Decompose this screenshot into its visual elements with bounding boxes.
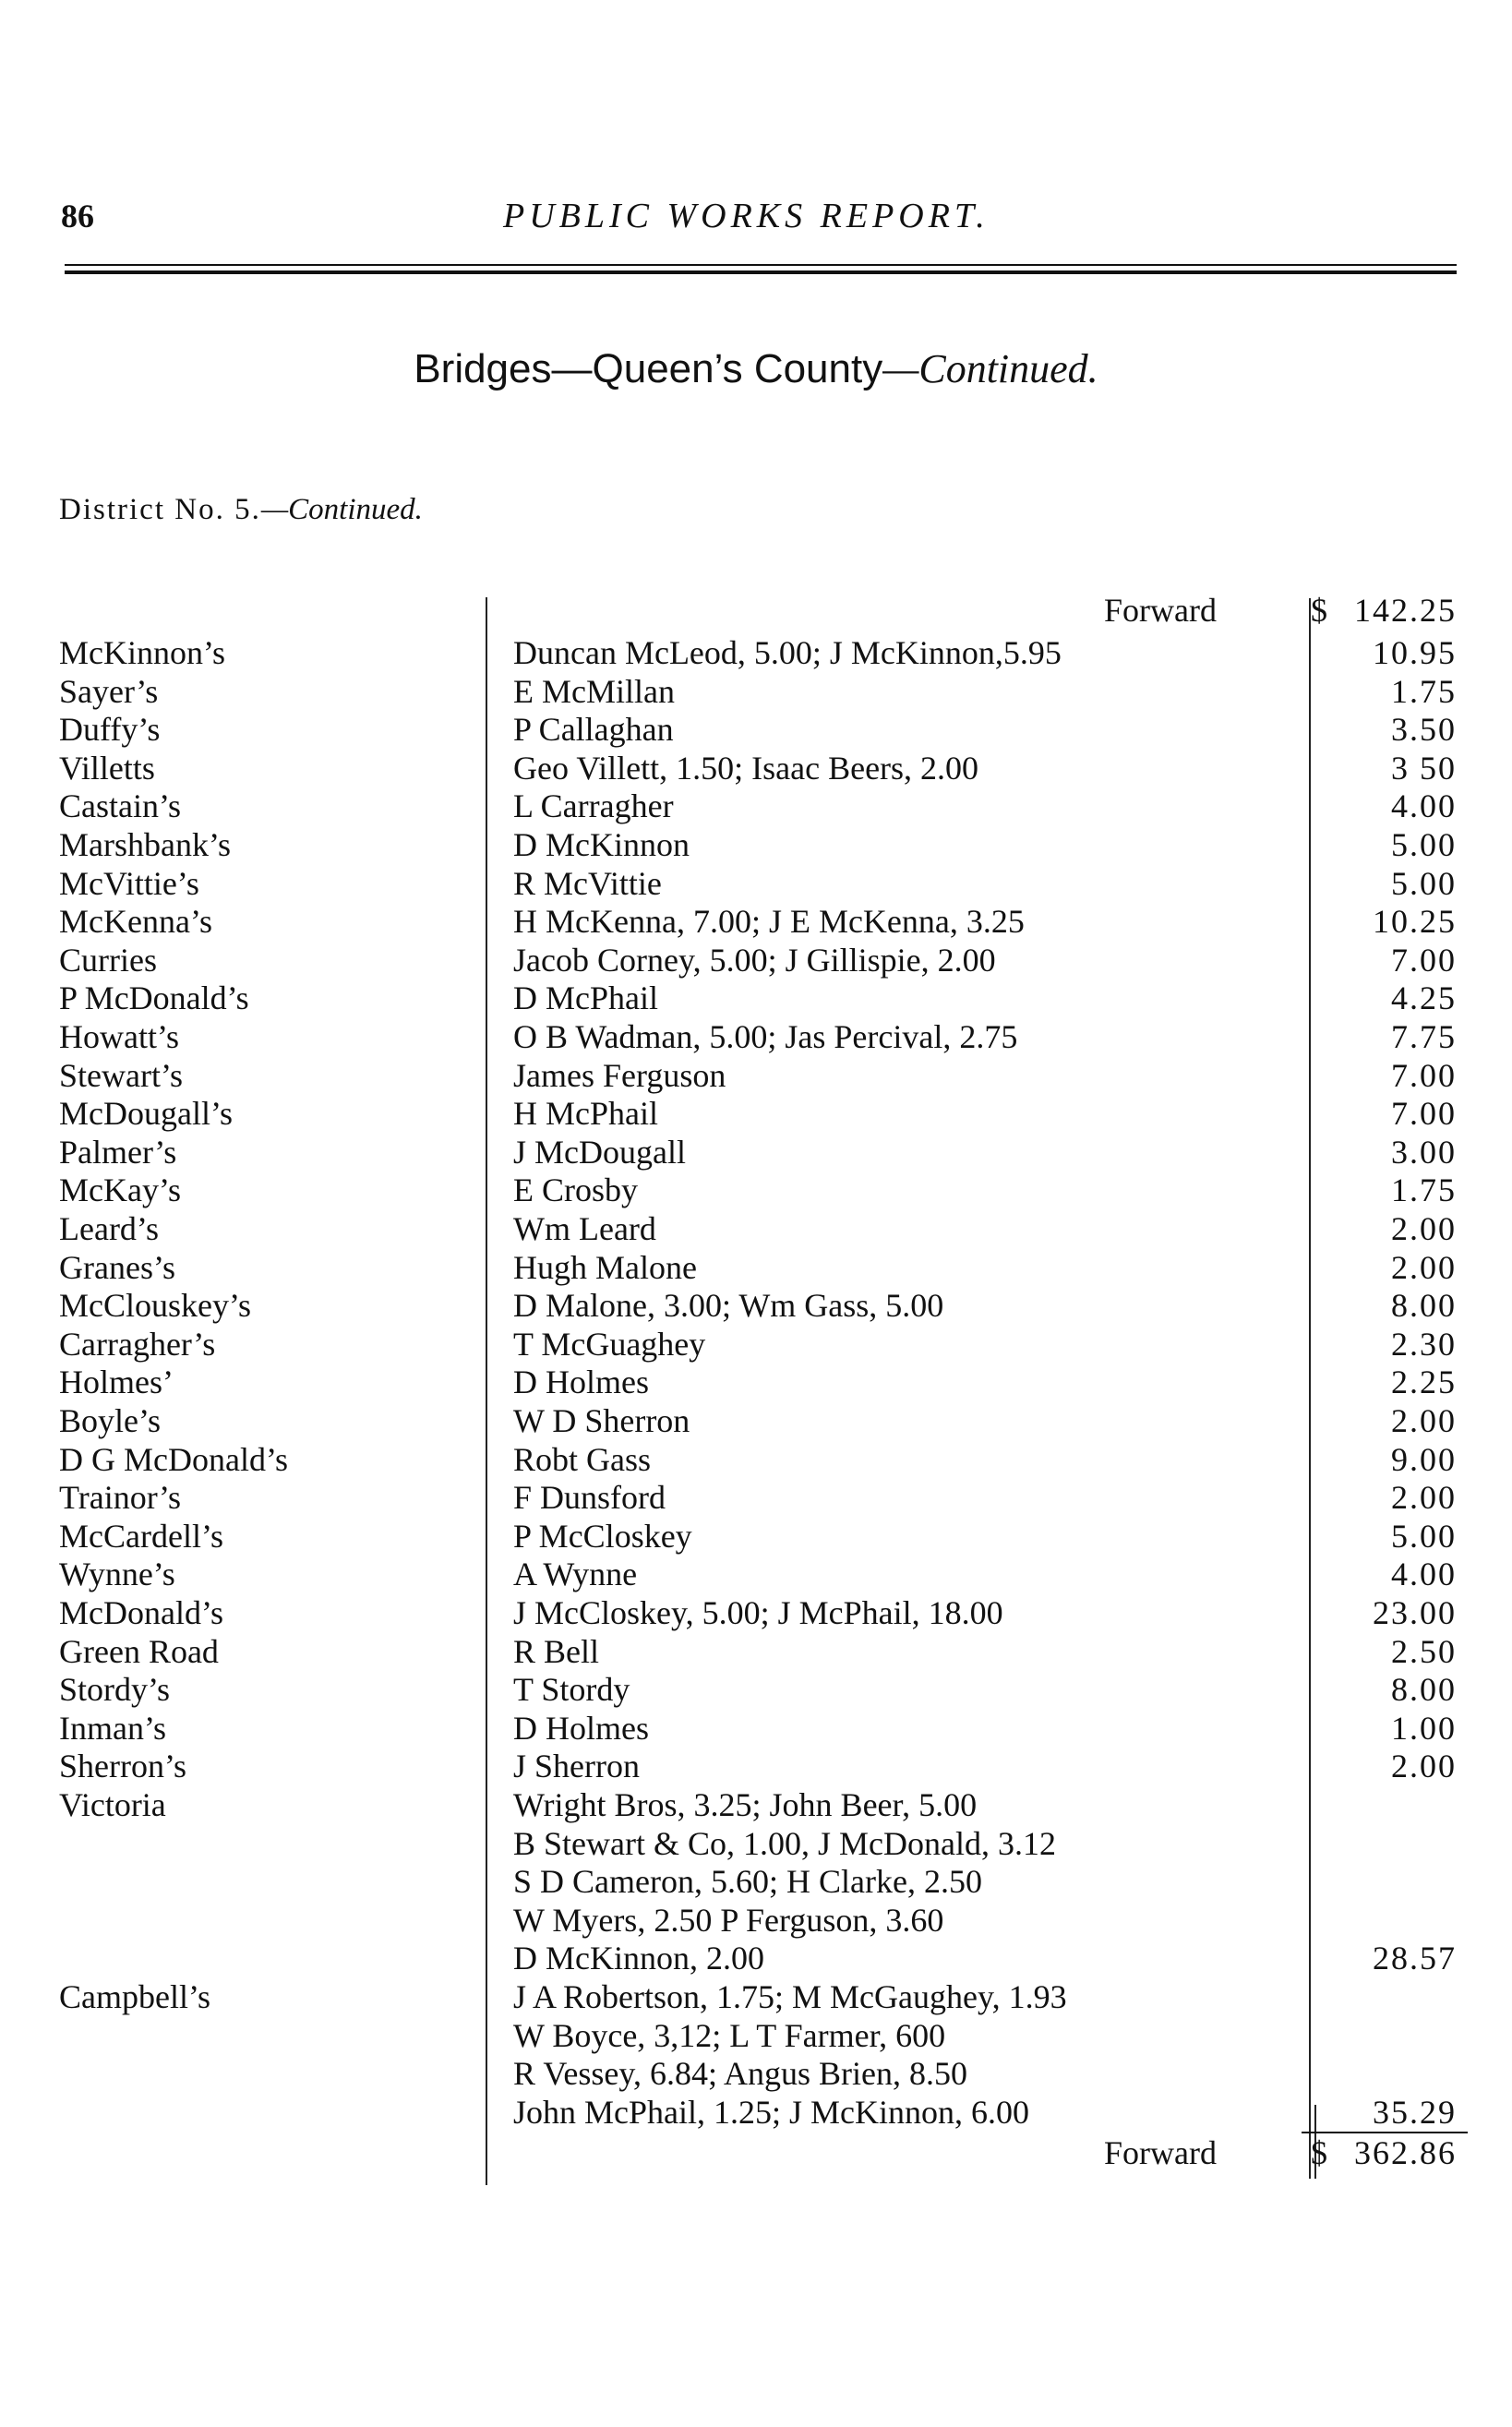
payee-entry: P Callaghan	[513, 711, 674, 748]
amount-value: 3.00	[1391, 1134, 1457, 1171]
amount-value: 2.00	[1391, 1249, 1457, 1286]
payee-entry: J McCloskey, 5.00; J McPhail, 18.00	[513, 1594, 1003, 1631]
forward-amount-opening: 142.25	[1354, 592, 1457, 629]
payee-entry: L Carragher	[513, 787, 674, 824]
amount-value: 10.95	[1373, 634, 1457, 671]
bridge-name: McClouskey’s	[59, 1287, 252, 1324]
payee-entry: D Holmes	[513, 1710, 649, 1747]
payee-entry: D Holmes	[513, 1364, 649, 1400]
payee-entry: H McPhail	[513, 1095, 658, 1132]
amount-value: 1.00	[1391, 1710, 1457, 1747]
bridge-name: McDougall’s	[59, 1095, 233, 1132]
running-title: PUBLIC WORKS REPORT.	[503, 197, 990, 235]
district-title-main: District No. 5.	[59, 493, 261, 526]
bridge-name: McKay’s	[59, 1171, 181, 1208]
amount-value: 2.00	[1391, 1479, 1457, 1516]
payee-entry: H McKenna, 7.00; J E McKenna, 3.25	[513, 903, 1025, 940]
amount-value: 2.25	[1391, 1364, 1457, 1400]
bridge-name: Curries	[59, 942, 157, 979]
amount-value: 2.50	[1391, 1633, 1457, 1670]
bridge-name: McVittie’s	[59, 865, 199, 902]
bridge-name: Sayer’s	[59, 673, 159, 710]
forward-amount-closing: 362.86	[1354, 2134, 1457, 2171]
bridge-name: McKenna’s	[59, 903, 212, 940]
amount-value: 3.50	[1391, 711, 1457, 748]
amount-value: 2.00	[1391, 1748, 1457, 1784]
amount-value: 23.00	[1373, 1594, 1457, 1631]
amount-value: 5.00	[1391, 1518, 1457, 1555]
payee-entry: E McMillan	[513, 673, 675, 710]
bridge-name: Carragher’s	[59, 1326, 216, 1363]
payee-entry: W D Sherron	[513, 1402, 690, 1439]
bridge-name: D G McDonald’s	[59, 1441, 288, 1478]
amount-value: 8.00	[1391, 1287, 1457, 1324]
bridge-name: Marshbank’s	[59, 826, 231, 863]
amount-value: 4.25	[1391, 979, 1457, 1016]
amount-value: 8.00	[1391, 1671, 1457, 1708]
bridge-name: Boyle’s	[59, 1402, 162, 1439]
amount-value: 3 50	[1391, 750, 1457, 787]
amount-value: 4.00	[1391, 787, 1457, 824]
payee-entry: J McDougall	[513, 1134, 686, 1171]
amount-value: 2.30	[1391, 1326, 1457, 1363]
bridge-name: Sherron’s	[59, 1748, 186, 1784]
bridge-name: Granes’s	[59, 1249, 175, 1286]
payee-entry: D McKinnon	[513, 826, 690, 863]
amount-value: 28.57	[1373, 1940, 1457, 1976]
bridge-name: Green Road	[59, 1633, 219, 1670]
payee-entry: W Myers, 2.50 P Ferguson, 3.60	[513, 1902, 944, 1939]
amount-value: 35.29	[1373, 2094, 1457, 2131]
amount-value: 1.75	[1391, 1171, 1457, 1208]
dollar-sign-closing: $	[1311, 2134, 1327, 2171]
payee-entry: D McKinnon, 2.00	[513, 1940, 764, 1976]
amount-value: 9.00	[1391, 1441, 1457, 1478]
amount-value: 7.00	[1391, 1057, 1457, 1094]
bridge-name: Trainor’s	[59, 1479, 182, 1516]
bridge-name: McDonald’s	[59, 1594, 223, 1631]
payee-entry: D McPhail	[513, 979, 658, 1016]
payee-entry: Robt Gass	[513, 1441, 652, 1478]
dollar-sign-opening: $	[1311, 592, 1327, 629]
payee-entry: E Crosby	[513, 1171, 638, 1208]
payee-entry: T McGuaghey	[513, 1326, 706, 1363]
amount-value: 7.00	[1391, 1095, 1457, 1132]
bridge-name: Castain’s	[59, 787, 181, 824]
amount-value: 5.00	[1391, 826, 1457, 863]
payee-entry: R Bell	[513, 1633, 600, 1670]
section-title-main: Bridges—Queen’s County	[414, 346, 883, 391]
payee-entry: Wright Bros, 3.25; John Beer, 5.00	[513, 1786, 978, 1823]
bridge-name: Campbell’s	[59, 1978, 210, 2015]
payee-entry: T Stordy	[513, 1671, 630, 1708]
bridge-name: Holmes’	[59, 1364, 174, 1400]
page-number: 86	[61, 198, 94, 234]
section-title-continued: —Continued.	[882, 346, 1098, 391]
payee-entry: S D Cameron, 5.60; H Clarke, 2.50	[513, 1863, 982, 1900]
bridge-name: Inman’s	[59, 1710, 166, 1747]
bridge-name: Palmer’s	[59, 1134, 177, 1171]
payee-entry: W Boyce, 3,12; L T Farmer, 600	[513, 2017, 946, 2054]
amount-value: 5.00	[1391, 865, 1457, 902]
payee-entry: F Dunsford	[513, 1479, 666, 1516]
amount-value: 1.75	[1391, 673, 1457, 710]
bridge-name: P McDonald’s	[59, 979, 249, 1016]
amount-value: 7.00	[1391, 942, 1457, 979]
payee-entry: Wm Leard	[513, 1210, 656, 1247]
bridge-name: Villetts	[59, 750, 155, 787]
payee-entry: John McPhail, 1.25; J McKinnon, 6.00	[513, 2094, 1030, 2131]
bridge-name: Wynne’s	[59, 1556, 175, 1592]
payee-entry: P McCloskey	[513, 1518, 692, 1555]
bridge-name: Howatt’s	[59, 1018, 179, 1055]
forward-label-opening: Forward	[1104, 592, 1217, 629]
amount-value: 4.00	[1391, 1556, 1457, 1592]
payee-entry: R McVittie	[513, 865, 662, 902]
payee-entry: James Ferguson	[513, 1057, 726, 1094]
payee-entry: B Stewart & Co, 1.00, J McDonald, 3.12	[513, 1825, 1056, 1862]
bridge-name: Leard’s	[59, 1210, 159, 1247]
payee-entry: J Sherron	[513, 1748, 640, 1784]
payee-entry: Duncan McLeod, 5.00; J McKinnon,5.95	[513, 634, 1062, 671]
bridge-name: Duffy’s	[59, 711, 161, 748]
bridge-name: Victoria	[59, 1786, 166, 1823]
amount-value: 7.75	[1391, 1018, 1457, 1055]
payee-entry: J A Robertson, 1.75; M McGaughey, 1.93	[513, 1978, 1067, 2015]
amount-value: 2.00	[1391, 1210, 1457, 1247]
payee-entry: D Malone, 3.00; Wm Gass, 5.00	[513, 1287, 944, 1324]
bridge-name: McKinnon’s	[59, 634, 225, 671]
amount-value: 10.25	[1373, 903, 1457, 940]
payee-entry: Jacob Corney, 5.00; J Gillispie, 2.00	[513, 942, 996, 979]
forward-label-closing: Forward	[1104, 2134, 1217, 2171]
payee-entry: O B Wadman, 5.00; Jas Percival, 2.75	[513, 1018, 1018, 1055]
bridge-name: McCardell’s	[59, 1518, 223, 1555]
payee-entry: Geo Villett, 1.50; Isaac Beers, 2.00	[513, 750, 979, 787]
amount-value: 2.00	[1391, 1402, 1457, 1439]
payee-entry: Hugh Malone	[513, 1249, 697, 1286]
bridge-name: Stordy’s	[59, 1671, 171, 1708]
payee-entry: R Vessey, 6.84; Angus Brien, 8.50	[513, 2055, 968, 2092]
bridge-name: Stewart’s	[59, 1057, 183, 1094]
district-title-continued: —Continued.	[260, 493, 423, 526]
payee-entry: A Wynne	[513, 1556, 638, 1592]
